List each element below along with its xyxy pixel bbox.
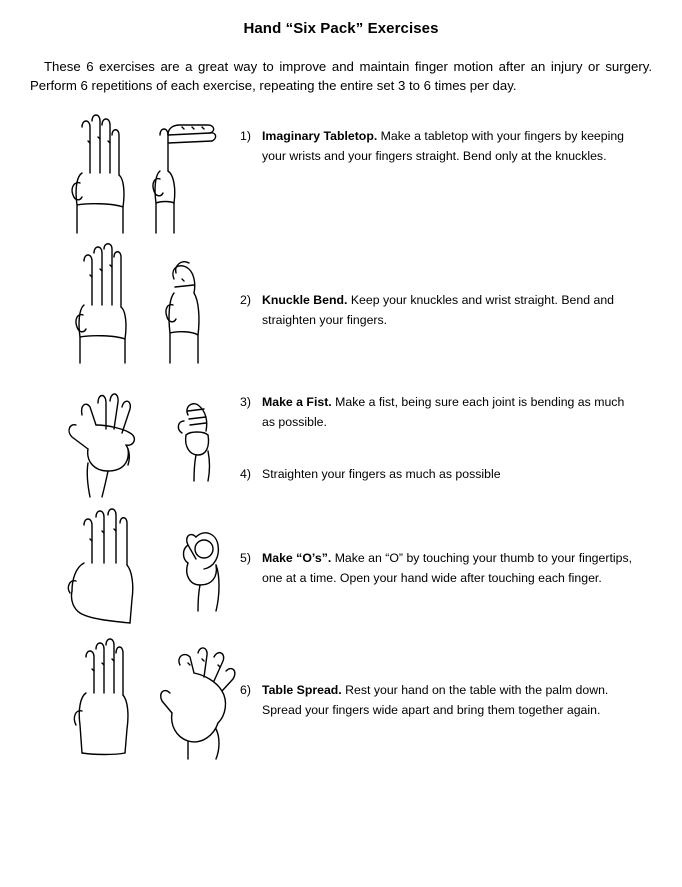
list-item (240, 291, 632, 331)
hand-fist-illustration (0, 369, 240, 499)
exercise-description: Keep your knuckles and wrist straight. Bend and straighten your fingers. (262, 293, 615, 328)
exercise-lead: Make a Fist. (262, 395, 332, 410)
exercise-body (262, 681, 632, 721)
list-item (240, 127, 632, 167)
list-item (240, 549, 632, 589)
list-item (240, 681, 632, 721)
exercise-lead: Table Spread. (262, 683, 342, 698)
intro-paragraph: These 6 exercises are a great way to improve and maintain finger motion after an injury or surgery. Perform 6 repetitions of each exercise, repeating the entire set 3 to 6 times per day. (30, 59, 652, 94)
exercise-list (0, 109, 682, 764)
exercise-lead: Knuckle Bend. (262, 293, 348, 308)
exercise-body (262, 465, 632, 485)
exercise-number: 3) (240, 395, 251, 410)
page-title: Hand “Six Pack” Exercises (243, 20, 439, 37)
exercise-row-3 (0, 369, 682, 499)
exercise-lead: Imaginary Tabletop. (262, 129, 378, 144)
exercise-number: 5) (240, 551, 251, 566)
document-page (0, 20, 682, 887)
exercise-description: Make an “O” by touching your thumb to your fingertips, one at a time. Open your hand wide after touching each finger. (262, 551, 633, 586)
list-item (240, 393, 632, 433)
exercise-text-3 (240, 369, 682, 489)
exercise-row-5 (0, 499, 682, 629)
exercise-description: Make a fist, being sure each joint is bending as much as possible. (262, 395, 625, 430)
exercise-row-2 (0, 239, 682, 369)
hand-table-spread-illustration (0, 629, 240, 764)
hand-o-shape-illustration (0, 499, 240, 629)
exercise-row-1 (0, 109, 682, 239)
list-spacer (240, 437, 632, 465)
exercise-text-2 (240, 239, 682, 335)
exercise-body (262, 127, 632, 167)
exercise-row-6 (0, 629, 682, 764)
exercise-body (262, 393, 632, 433)
list-item (240, 465, 632, 485)
exercise-text-1 (240, 109, 682, 171)
exercise-description: Make a tabletop with your fingers by keeping your wrists and your fingers straight. Bend only at the knuckles. (262, 129, 625, 164)
exercise-description: Rest your hand on the table with the palm down. Spread your fingers wide apart and bring them together again. (262, 683, 609, 718)
exercise-text-6 (240, 629, 682, 725)
exercise-body (262, 291, 632, 331)
exercise-number: 4) (240, 467, 251, 482)
exercise-number: 1) (240, 129, 251, 144)
exercise-description: Straighten your fingers as much as possible (262, 467, 501, 482)
hand-tabletop-illustration (0, 109, 240, 239)
exercise-number: 6) (240, 683, 251, 698)
exercise-number: 2) (240, 293, 251, 308)
exercise-body (262, 549, 632, 589)
exercise-text-5 (240, 499, 682, 593)
exercise-lead: Make “O’s”. (262, 551, 332, 566)
hand-knuckle-bend-illustration (0, 239, 240, 369)
